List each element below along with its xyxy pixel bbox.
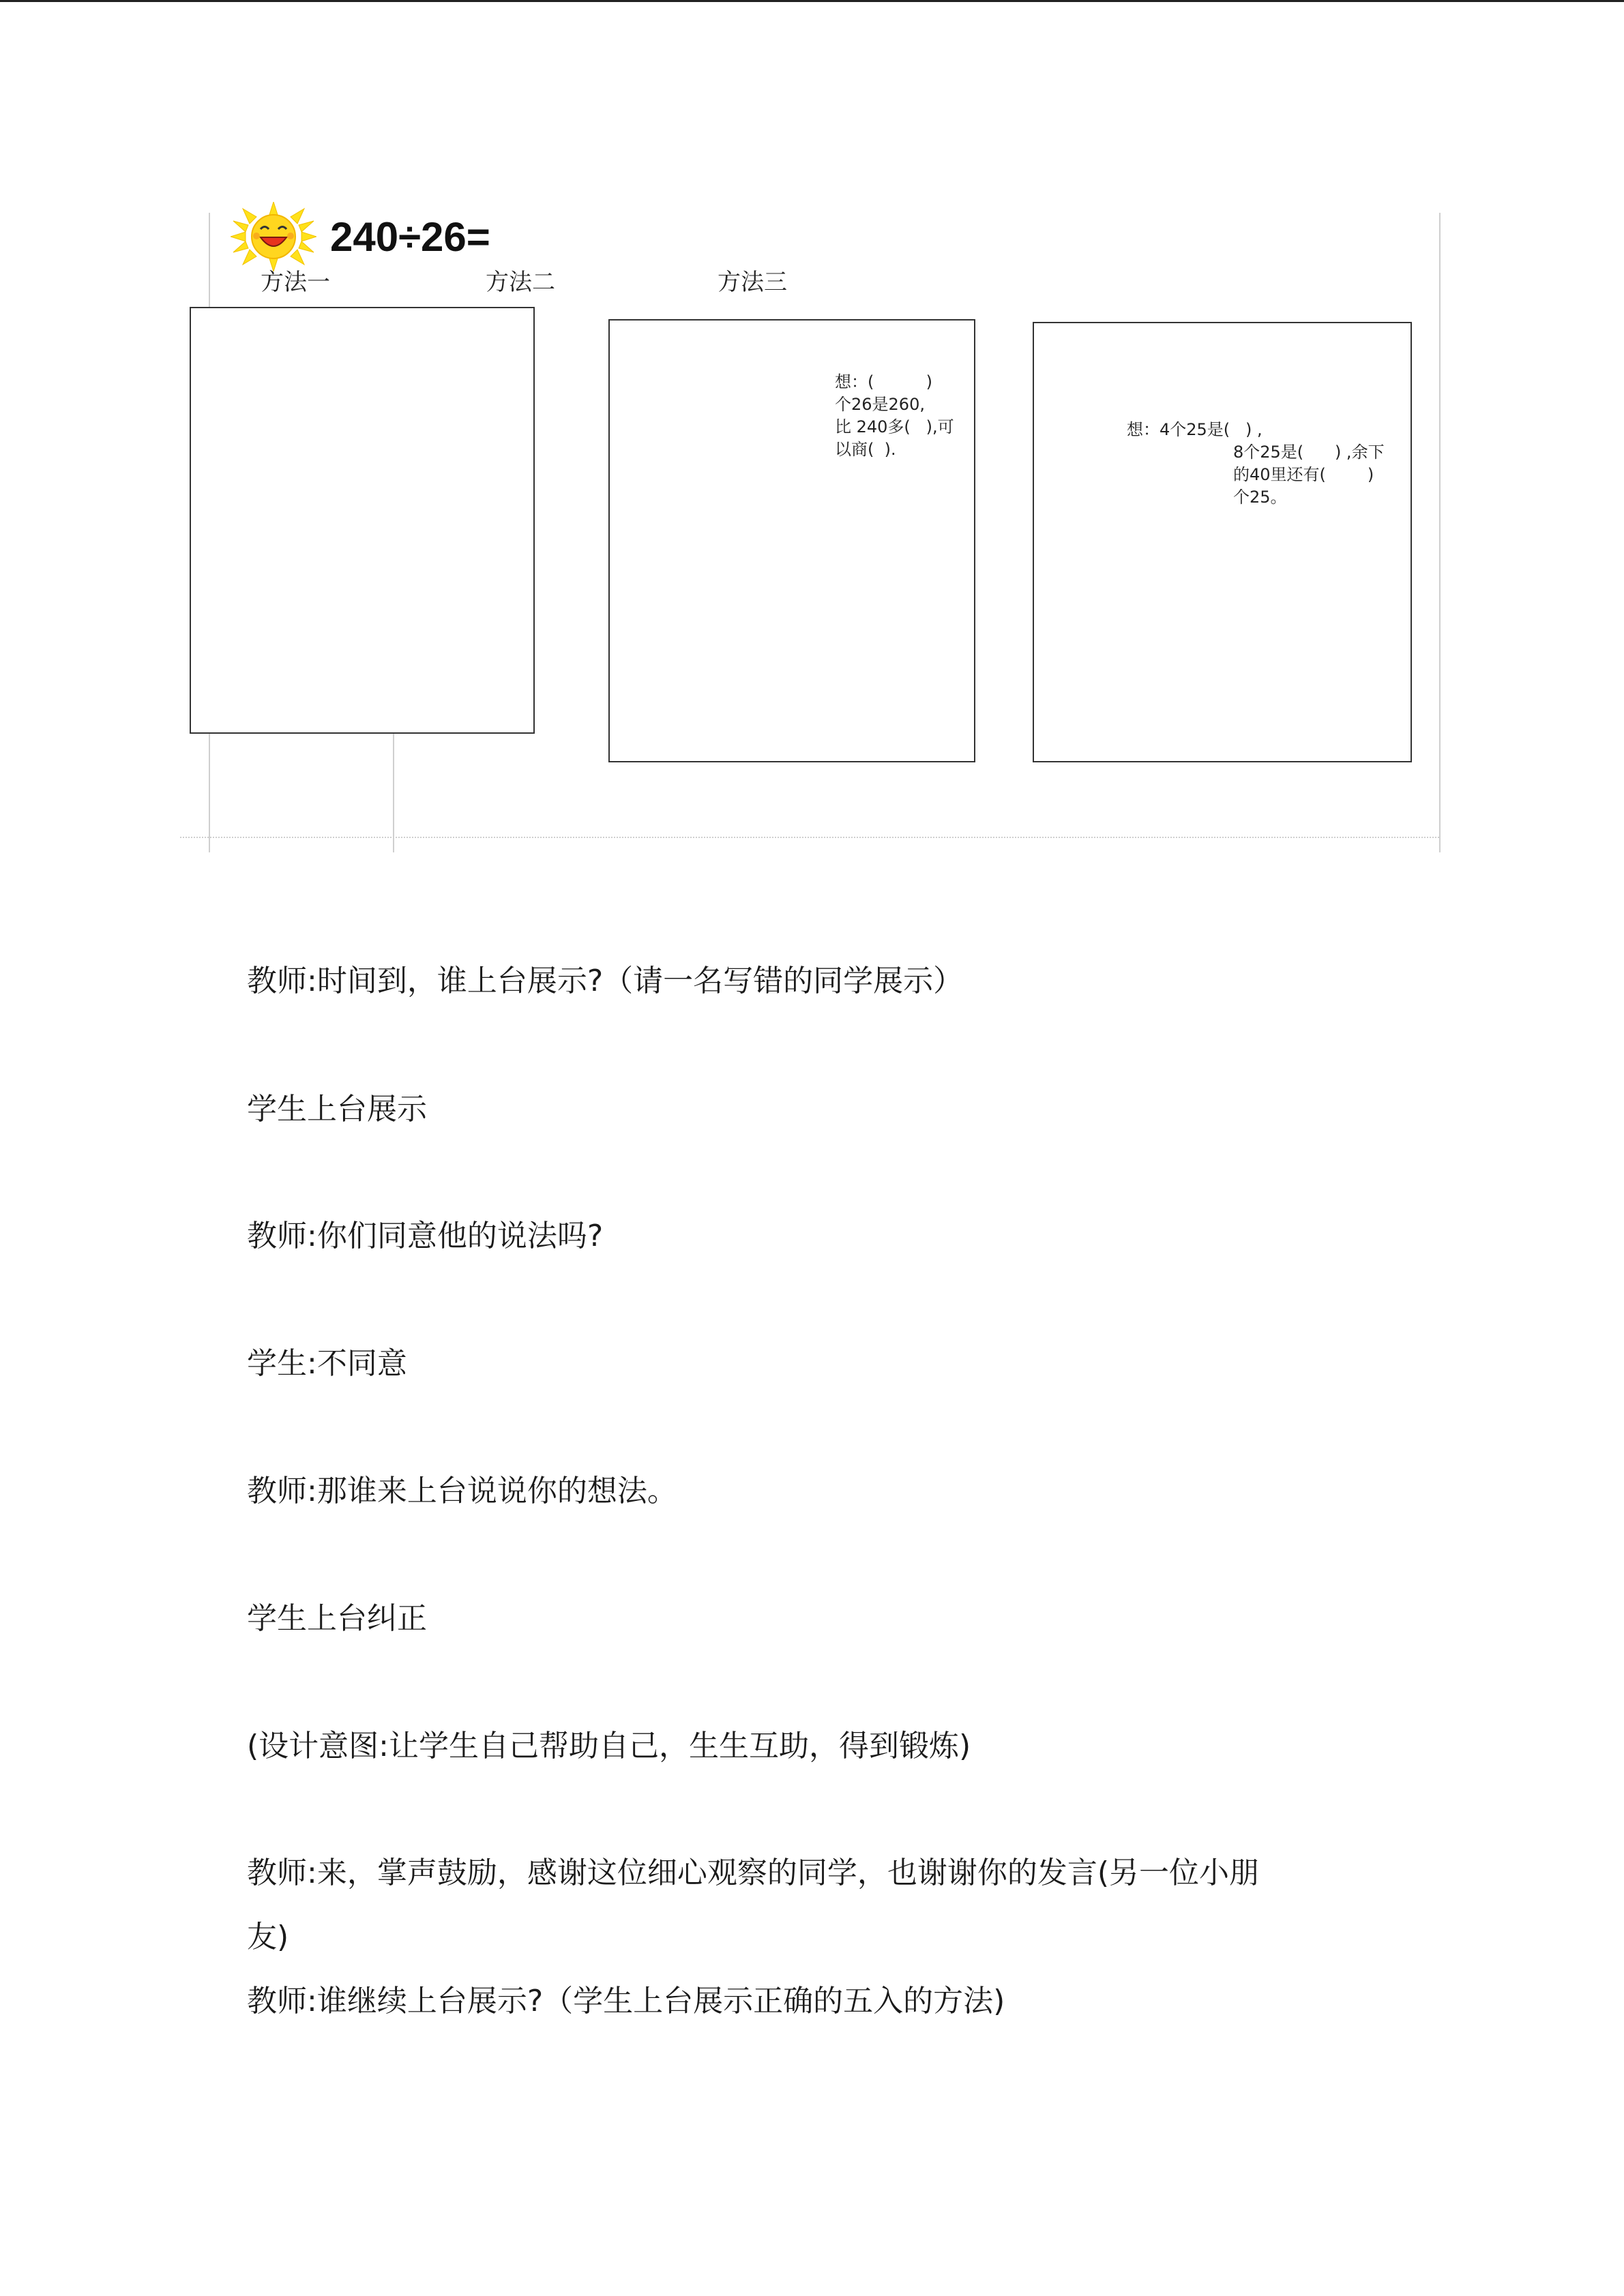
method-one-answer-box — [190, 307, 535, 734]
dialogue-line: 教师:那谁来上台说说你的想法。 — [247, 1474, 677, 1508]
hint-text-line: 以商( ). — [835, 440, 896, 459]
dialogue-line: 教师:谁继续上台展示?（学生上台展示正确的五入的方法) — [247, 1984, 1005, 2018]
dialogue-line: 学生:不同意 — [247, 1346, 407, 1381]
method-three-label: 方法三 — [718, 269, 787, 296]
hint-text-line: 想：( ) — [835, 372, 933, 391]
method-two-label: 方法二 — [486, 269, 555, 296]
division-equation: 240÷26= — [330, 214, 490, 260]
method-two-answer-box — [608, 319, 975, 762]
hint-text-line: 个26是260, — [835, 395, 925, 414]
smiling-sun-icon — [231, 202, 316, 271]
frame-mid-line — [393, 734, 394, 852]
hint-text-line: 想：4个25是( ) , — [1127, 420, 1263, 439]
dialogue-line: 教师:你们同意他的说法吗? — [247, 1219, 604, 1253]
dialogue-line: (设计意图:让学生自己帮助自己，生生互助，得到锻炼) — [247, 1729, 971, 1763]
dialogue-line: 教师:来，掌声鼓励，感谢这位细心观察的同学，也谢谢你的发言(另一位小朋 — [247, 1855, 1259, 1890]
page-top-border — [0, 0, 1624, 2]
dialogue-line: 学生上台展示 — [247, 1092, 427, 1127]
dialogue-line: 教师:时间到，谁上台展示?（请一名写错的同学展示） — [247, 964, 964, 998]
dialogue-line: 学生上台纠正 — [247, 1601, 427, 1636]
method-three-answer-box — [1033, 322, 1412, 762]
hint-text-line: 个25。 — [1233, 488, 1287, 507]
method-one-label: 方法一 — [261, 269, 330, 296]
hint-text-line: 比 240多( ),可 — [835, 417, 954, 436]
frame-bottom-dotted-line — [180, 837, 1439, 838]
frame-right-line — [1439, 213, 1441, 852]
hint-text-line: 8个25是( ) ,余下 — [1233, 443, 1385, 462]
dialogue-line: 友) — [247, 1920, 289, 1954]
hint-text-line: 的40里还有( ) — [1233, 465, 1374, 484]
